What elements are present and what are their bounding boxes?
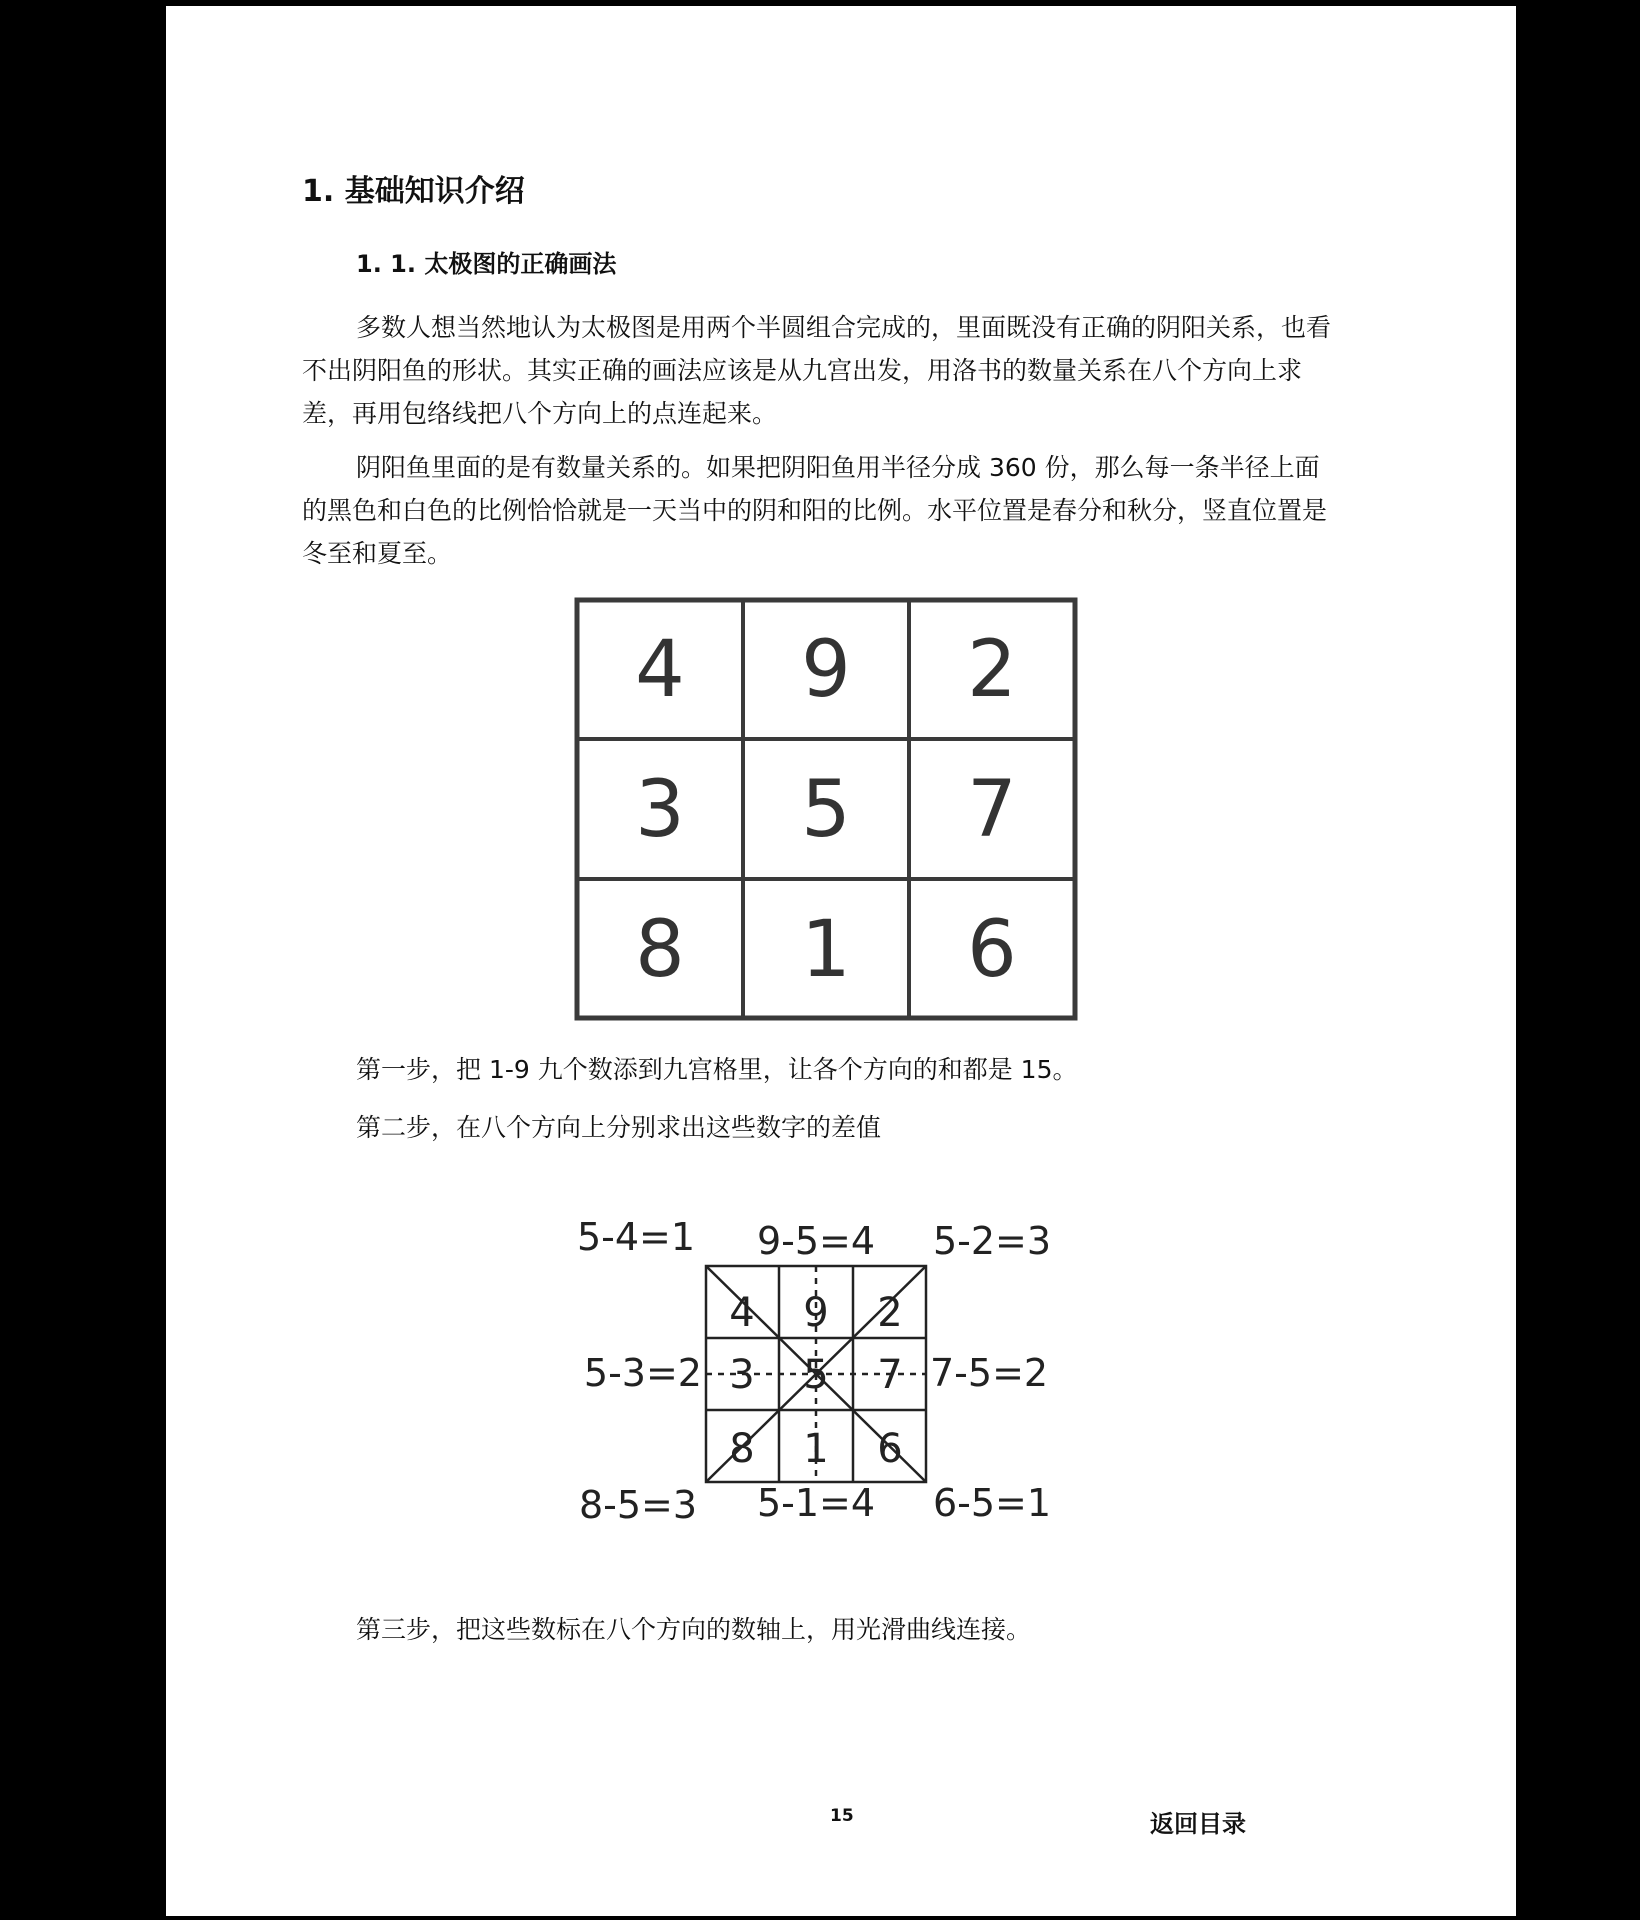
document-page (166, 6, 1516, 1916)
diff-top: 9-5=4 (756, 1219, 876, 1263)
subsection-heading: 1. 1. 太极图的正确画法 (356, 250, 617, 278)
small-cell-bottom-center: 1 (803, 1426, 829, 1472)
grid-cell-top-left: 4 (635, 625, 685, 715)
grid-cell-middle-left: 3 (635, 765, 685, 855)
paragraph-1: 多数人想当然地认为太极图是用两个半圆组合完成的，里面既没有正确的阴阳关系，也看不出阴阳鱼的形状。其实正确的画法应该是从九宫出发，用洛书的数量关系在八个方向上求差，再用包络线把八个方向上的点连起来。 (302, 313, 1332, 428)
small-cell-bottom-right: 6 (877, 1426, 903, 1472)
diff-top-right: 5-2=3 (932, 1219, 1052, 1263)
small-cell-center: 5 (803, 1352, 829, 1398)
diff-bottom: 5-1=4 (756, 1481, 876, 1525)
difference-diagram-figure (556, 1206, 1076, 1526)
grid-cell-center: 5 (801, 765, 851, 855)
step-1: 第一步，把 1-9 九个数添到九宫格里，让各个方向的和都是 15。 (356, 1055, 1078, 1084)
small-cell-top-center: 9 (803, 1290, 829, 1336)
diff-right: 7-5=2 (930, 1351, 1049, 1395)
small-cell-bottom-left: 8 (729, 1426, 755, 1472)
grid-cell-bottom-center: 1 (801, 905, 851, 995)
small-cell-top-right: 2 (877, 1290, 903, 1336)
small-cell-middle-right: 7 (877, 1352, 903, 1398)
paragraph-2: 阴阳鱼里面的是有数量关系的。如果把阴阳鱼用半径分成 360 份，那么每一条半径上面的黑色和白色的比例恰恰就是一天当中的阴和阳的比例。水平位置是春分和秋分，竖直位置是冬至和夏至。 (302, 453, 1328, 568)
small-cell-top-left: 4 (729, 1290, 755, 1336)
grid-cell-top-right: 2 (967, 625, 1017, 715)
grid-cell-bottom-left: 8 (635, 905, 685, 995)
small-cell-middle-left: 3 (729, 1352, 755, 1398)
lo-shu-square-figure (571, 594, 1081, 1024)
grid-cell-top-center: 9 (801, 625, 851, 715)
diff-bottom-left: 8-5=3 (578, 1483, 698, 1526)
section-heading: 1. 基础知识介绍 (302, 174, 525, 209)
back-to-contents-link[interactable]: 返回目录 (1150, 1810, 1246, 1838)
step-3: 第三步，把这些数标在八个方向的数轴上，用光滑曲线连接。 (356, 1615, 1032, 1644)
diff-top-left: 5-4=1 (576, 1215, 696, 1259)
grid-cell-middle-right: 7 (967, 765, 1017, 855)
step-2: 第二步，在八个方向上分别求出这些数字的差值 (356, 1113, 882, 1142)
diff-left: 5-3=2 (583, 1351, 702, 1395)
diff-bottom-right: 6-5=1 (932, 1481, 1052, 1525)
grid-cell-bottom-right: 6 (967, 905, 1017, 995)
page-number: 15 (830, 1806, 854, 1826)
